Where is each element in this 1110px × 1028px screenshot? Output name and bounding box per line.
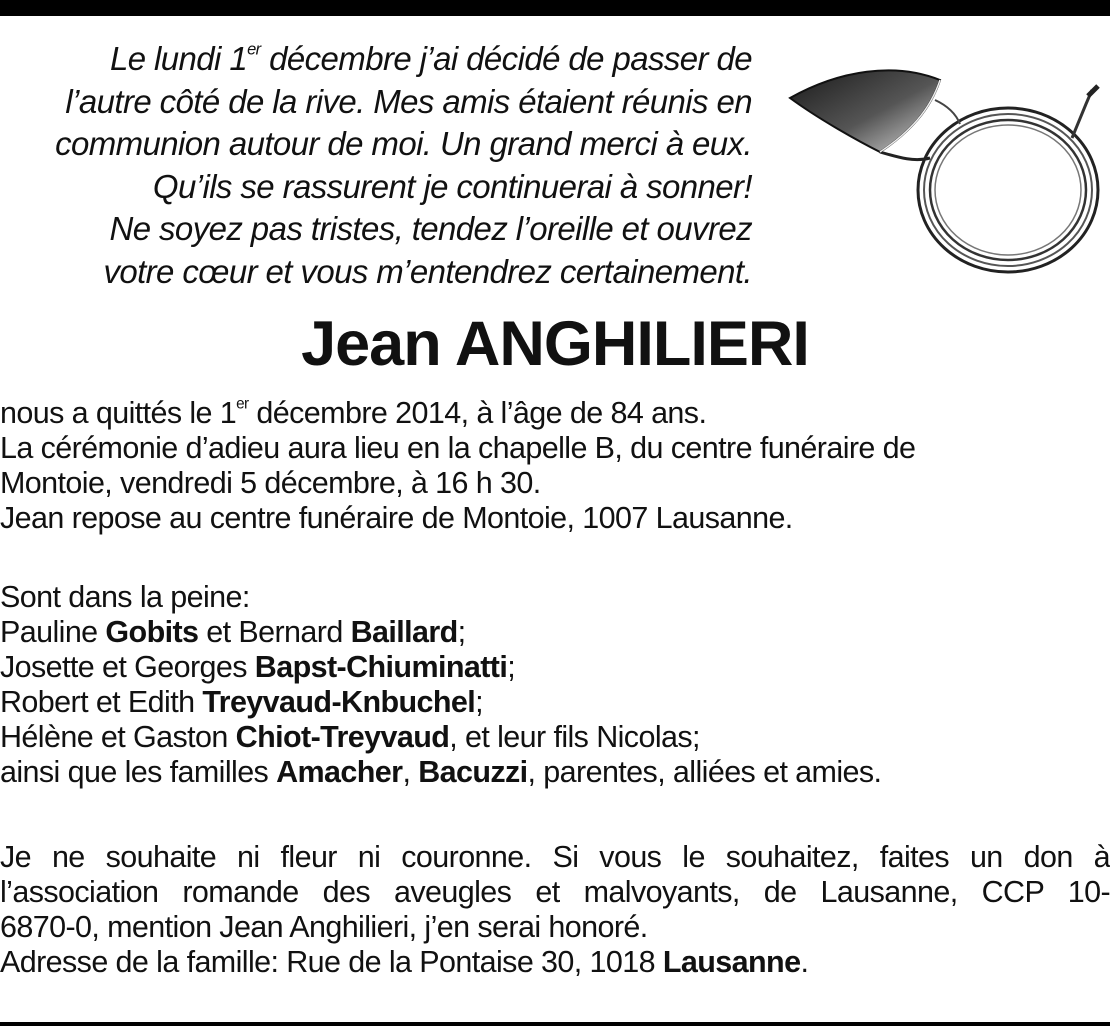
- mourner-text: ;: [475, 685, 484, 719]
- closing-line: l’association romande des aveugles et malvoyants, de Lausanne, CCP 10-: [0, 875, 1110, 909]
- family-name: Bapst-Chiuminatti: [254, 650, 508, 684]
- mourners-list: [0, 580, 1110, 790]
- address-city: Lausanne: [662, 945, 801, 979]
- family-name: Amacher: [276, 755, 403, 789]
- mourner-text: Josette et Georges: [0, 650, 255, 684]
- mourner-text: ;: [457, 615, 466, 649]
- announcement-line: La cérémonie d’adieu aura lieu en la chapelle B, du centre funéraire de: [0, 431, 916, 465]
- poem: [0, 38, 752, 293]
- mourner-text: ,: [402, 755, 419, 789]
- family-address: [0, 945, 1110, 980]
- poem-line: Qu’ils se rassurent je continuerai à sonner!: [152, 167, 752, 205]
- announcement-line: Jean repose au centre funéraire de Montoie, 1007 Lausanne.: [0, 501, 793, 535]
- poem-text: Le lundi 1: [109, 40, 248, 77]
- mourner-row: [0, 685, 1110, 720]
- announcement-line: [0, 396, 1110, 431]
- mourner-row: [0, 720, 1110, 755]
- family-name: Chiot-Treyvaud: [235, 720, 450, 754]
- closing-note: [0, 840, 1110, 980]
- mourner-text: Robert et Edith: [0, 685, 203, 719]
- hunting-horn-icon: [780, 40, 1110, 290]
- poem-line: Ne soyez pas tristes, tendez l’oreille et ouvrez: [109, 210, 752, 247]
- address-text: .: [800, 945, 809, 979]
- ordinal-suffix: er: [247, 40, 261, 59]
- mourner-text: ;: [507, 650, 516, 684]
- announcement-text: nous a quittés le 1: [0, 396, 237, 430]
- poem-line: votre cœur et vous m’entendrez certainement.: [103, 252, 752, 290]
- mourner-text: , parentes, alliées et amies.: [527, 755, 882, 789]
- family-name: Gobits: [105, 615, 199, 649]
- closing-line: Je ne souhaite ni fleur ni couronne. Si vous le souhaitez, faites un don à: [0, 840, 1110, 874]
- announcement-text: décembre 2014, à l’âge de 84 ans.: [248, 396, 707, 430]
- poem-line: l’autre côté de la rive. Mes amis étaient réunis en: [65, 82, 752, 120]
- mourner-row: [0, 755, 1110, 790]
- mourner-row: [0, 615, 1110, 650]
- poem-line: [0, 38, 752, 81]
- mourner-text: et Bernard: [198, 615, 351, 649]
- family-name: Baillard: [350, 615, 458, 649]
- mourner-text: ainsi que les familles: [0, 755, 277, 789]
- closing-line: 6870-0, mention Jean Anghilieri, j’en serai honoré.: [0, 910, 648, 944]
- mourner-text: Pauline: [0, 615, 106, 649]
- deceased-name: Jean ANGHILIERI: [301, 309, 809, 379]
- poem-text: décembre j’ai décidé de passer de: [260, 40, 752, 77]
- mourner-row: [0, 650, 1110, 685]
- announcement: [0, 396, 1110, 536]
- mourner-text: Hélène et Gaston: [0, 720, 236, 754]
- poem-line: communion autour de moi. Un grand merci à eux.: [55, 125, 752, 162]
- top-rule: [0, 0, 1110, 16]
- mourner-text: , et leur fils Nicolas;: [449, 720, 700, 754]
- bottom-rule: [0, 1022, 1110, 1026]
- ordinal-suffix: er: [236, 395, 249, 413]
- mourners-heading: Sont dans la peine:: [0, 580, 250, 614]
- address-text: Adresse de la famille: Rue de la Pontaise 30, 1018: [0, 945, 663, 979]
- family-name: Bacuzzi: [418, 755, 528, 789]
- family-name: Treyvaud-Knbuchel: [202, 685, 476, 719]
- announcement-line: Montoie, vendredi 5 décembre, à 16 h 30.: [0, 466, 541, 500]
